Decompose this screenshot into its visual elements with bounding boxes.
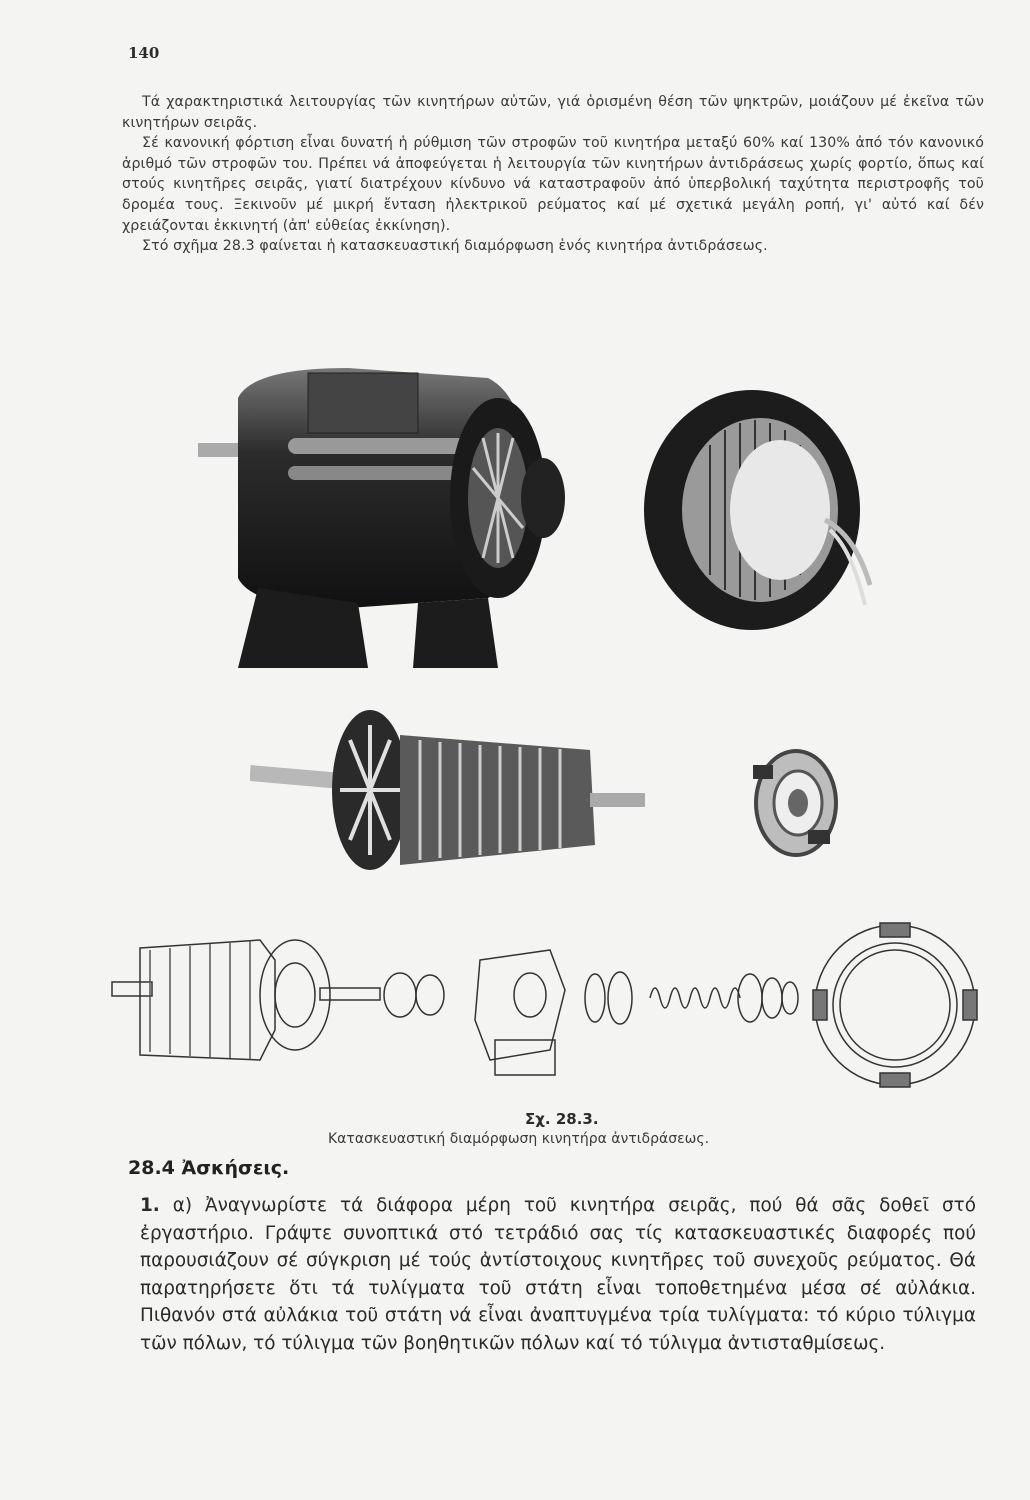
intro-text — [122, 92, 984, 257]
intro-paragraph: Τά χαρακτηριστικά λειτουργίας τῶν κινητήρων αὐτῶν, γιά ὁρισμένη θέση τῶν ψηκτρῶν, μοιάζουν μέ ἐκεῖνα τῶν κινητήρων σειρᾶς. — [122, 94, 984, 131]
brush-holder-photo — [748, 745, 838, 860]
stator-photo — [640, 385, 885, 635]
exercise-number: 1. — [140, 1195, 160, 1216]
intro-paragraph: Στό σχῆμα 28.3 φαίνεται ἡ κατασκευαστική διαμόρφωση ἑνός κινητήρα ἀντιδράσεως. — [142, 238, 768, 255]
exercise-item — [140, 1192, 976, 1358]
exercise-text: α) Ἀναγνωρίστε τά διάφορα μέρη τοῦ κινητήρα σειρᾶς, πού θά σᾶς δοθεῖ στό ἐργαστήριο. Γράψτε συνοπτικά στό τετράδιό σας τίς κατασκευαστικές διαφορές πού παρουσιάζουν σέ σύγκριση μέ τούς ἀντίστοιχους κινητῆρες τοῦ συνεχοῦς ρεύματος. Θά παρατηρήσετε ὅτι τά τυλίγματα τοῦ στάτη εἶναι τοποθετημένα μέσα σέ αὐλάκια. Πιθανόν στά αὐλάκια τοῦ στάτη νά εἶναι ἀναπτυγμένα τρία τυλίγματα: τό κύριο τύλιγμα τῶν πόλων, τό τύλιγμα τῶν βοηθητικῶν πόλων καί τό τύλιγμα ἀντισταθμίσεως. — [140, 1195, 976, 1354]
section-heading: 28.4 Ἀσκήσεις. — [128, 1157, 290, 1179]
motor-assembled-photo — [198, 338, 570, 683]
figure-number: Σχ. 28.3. — [525, 1110, 599, 1128]
intro-paragraph: Σέ κανονική φόρτιση εἶναι δυνατή ἡ ρύθμιση τῶν στροφῶν τοῦ κινητήρα μεταξύ 60% καί 130% ἀπό τόν κανονικό ἀριθμό τῶν στροφῶν του. Πρέπει νά ἀποφεύγεται ἡ λειτουργία τῶν κινητήρων ἀντιδράσεως χωρίς φορτίο, ὅπως καί στούς κινητῆρες σειρᾶς, γιατί διατρέχουν κίνδυνο νά καταστραφοῦν ἀπό ὑπερβολική ταχύτητα περιστροφῆς τοῦ δρομέα τους. Ξεκινοῦν μέ μικρή ἔνταση ἠλεκτρικοῦ ρεύματος καί μέ σχετικά μεγάλη ροπή, γι' αὐτό καί δέν χρειάζονται ἐκκινητή (ἀπ' εὐθείας ἐκκίνηση). — [122, 135, 984, 234]
rotor-photo — [250, 695, 645, 895]
figure-caption: Κατασκευαστική διαμόρφωση κινητήρα ἀντιδράσεως. — [328, 1131, 710, 1147]
exploded-view-drawing — [110, 920, 990, 1105]
page-number: 140 — [128, 44, 160, 62]
